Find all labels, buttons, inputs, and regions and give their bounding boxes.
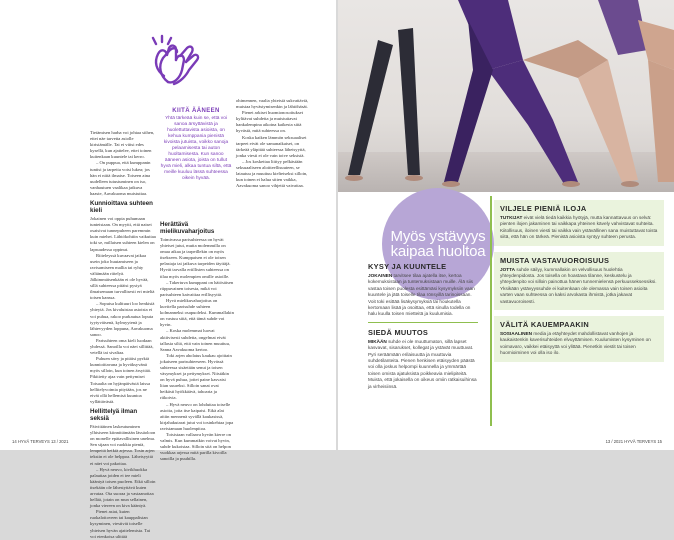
right-page bbox=[338, 0, 674, 450]
paragraph: – Sopuisa kulttuuri loo henkisiä yhteytä. Jos kivaluistaa asioista ei voi puhua, rakoo purkautua loputa tyytyväisenä, kylmyytenä ja lähtevyyden loppuna, Aavakuoma sanoo. bbox=[90, 301, 155, 337]
paragraph: – Takertuva kumppani on häiösäisen riippuvainen toisesta, mikä voi parisuhteen kaivaittaa erillisyyttä. bbox=[160, 279, 234, 297]
column-3 bbox=[236, 98, 312, 189]
section-divider bbox=[368, 322, 478, 323]
left-page bbox=[0, 0, 336, 539]
right-column-1 bbox=[368, 262, 478, 390]
paragraph: Toki arjen aholatus kaukau ajoittain jokaiseen parisuhteeseen. Hyvässä suhteessa sisäetään senut ja toisen väsymykset ja pettymykset. Niistäkin on hyvä puhua, jottei paine kasvaisi liian suureksi. Silloin sanat ovat heikästi hyökkäävä, tahoaria ja riikoivia. bbox=[160, 352, 232, 401]
paragraph: Puhuen sävy ja pitäisi pyrkiä kunnioittavana ja hyväksyvänä myös silloin, kun toinen ärsyttää. Pikitietty ajaa vain pettymiset Toisaalta on hyjänpäivästä laissa hellitelyvoimia pitytään, jos ne eivät ollä hellemisä kuuntoa vyllättävästä. bbox=[90, 356, 151, 404]
clapping-hands-icon bbox=[146, 36, 208, 92]
lead-word: TUTKIJAT bbox=[500, 215, 523, 220]
callout-box bbox=[160, 108, 232, 182]
paragraph: Koska kaiken lämmön seksuaaliset tarpeet eivät ole samanaikaiset, on tärkeää yläpitää suhteessa läheisyyttä, jonka viesti ei ole vain toive seksistä. bbox=[236, 134, 307, 158]
paragraph: Tietämisen harha voi johtaa siihen, ettei näe tarvetta asiolle kiristämälle. Tai ei viitsi edes kysellä, kun ajattelee, ettei toinen kuitenkaan kuuntele tai kerro. bbox=[90, 130, 155, 160]
paragraph: Hyvä mielikuvaharjoitus on kuvitella parisuhde suhteen kolmanneksi osapuoleksi. Kummallakin on vastuu siitä, että tämä suhde voi hyvin. bbox=[160, 297, 234, 328]
section-body: suhde ei ole muuttumaton, sillä lapset kasvavat, sisarukset, kollegat ja ystävät muuttuvat. Pyri seräämään erilaisuutta ja muuttuvia suhdetilanteita. Pienen henkisen etäisyyden päästä voi olla joskus helpompi kuunnella ja ymmärtää toisen omista ajatuksista poikkeavia mielipiteitä. Muista, että jokaisella on oikeus omiin ratkaisuihinsa ja virheisiinsä. bbox=[368, 338, 477, 389]
paragraph: Päivittäinen laskeutuminen ylhisiseen kiinnittämään lässäoloon on monelle epätavallisinen unelma. Sen sijaan voi ruokkia pieniä, lempeitä hetkiä arjessa. Tosin arjen tekstin ei ole helppoa. Läheisyyttä ei näet voi pakottaa. bbox=[90, 423, 156, 466]
section-heading: VÄLITÄ KAUEMPAAKIN bbox=[500, 320, 590, 330]
section-text bbox=[368, 273, 478, 318]
lead-word: SOSIAALINEN bbox=[500, 331, 533, 337]
paragraph: Pienet asiat, kuten ruokaloitoveen tai kauppalistan kysyminen, viestivät toiselle yhteisen hyvän ajattelemista. Tai voi etenkoisa ulittää bbox=[90, 509, 151, 539]
subheading: Herättävä mielikuvaharjoitus bbox=[160, 221, 215, 235]
section-text bbox=[500, 331, 658, 357]
section-body: media ja etäyhteydet mahdollistavat vanhojen ja kaukaistenkin kaverisuhteiden elvuyttämisen. Kuulumisten kysyminen on voimavaro, vaikkei etäisyyttä voi ylittää. Pienetkin viestit tai toisen huomioiminen voi olla iso ilo. bbox=[500, 331, 651, 356]
page-footer: 14 HYVÄ TERVEYS 13 / 2021 bbox=[12, 439, 69, 444]
green-box bbox=[494, 200, 664, 246]
lead-word: MIKÄÄN bbox=[368, 338, 387, 344]
paragraph: Riiteleyssä kuvaavat jatkaa usein joko huutamiseen ja ravisamiseen mallia tai ryhty vältämään riitelyä. Jälkimmäisenkään ei ole hyvää, sillä suhteessa pitäisi pystyä ilmaisemaan turvallisesti eri mieltä toisen kanssa. bbox=[90, 252, 155, 301]
green-box bbox=[494, 316, 664, 362]
subheading: Hellittelyä ilman seksiä bbox=[90, 407, 138, 422]
page-footer: 13 / 2021 HYVÄ TERVEYS 15 bbox=[605, 439, 662, 444]
paragraph: – Jos koskettaa liittyy pelkästään seksuaaliseen aloitteellisuuteen, se latautuu ja muuttuu kielteiseksi silloin, kun toinen ei halua sitten vaikka, Aavakuoma sanoo vihjettä vaivattaa. bbox=[236, 158, 308, 189]
section-heading: MUISTA VASTAVUOROISUUS bbox=[500, 255, 610, 265]
section-text bbox=[368, 339, 478, 390]
paragraph: Pienet arkiset huomionosoitukset kylitävat suhdetta ja muistuttavat hankalempina aikoina kaikesta siitä hyvästä, mitä suhteessa on. bbox=[236, 110, 303, 134]
lead-word: JOTTA bbox=[500, 266, 516, 272]
callout-title: KIITÄ ÄÄNEEN bbox=[172, 108, 220, 114]
article-title: Myös ystävyys kaipaa huoltoa bbox=[390, 228, 486, 260]
divider-bar bbox=[490, 196, 492, 426]
column-2 bbox=[160, 218, 234, 462]
paragraph: – Koska molemmat luovat aktiivisesti suhdetta, ongelmat eivät tallasia siltä, että vain toinen muuttuu, Sanna Aavakuoma kertoo. bbox=[160, 328, 231, 352]
right-column-2 bbox=[494, 200, 664, 368]
paragraph: Toimivassa parisuhteessa on hyvät yhteiset jutut, mutta molemmilla on omaa aikaa ja tarpeillekin on myös itsekseen. Kumppaisen ei ole toisen pelastaja tai jatkuva tarpeiden täyttäjä. Hyvät tarvalla eriillisten suhteessa on tilaa myös molempien omille asioille. bbox=[160, 237, 231, 279]
paragraph: – Hyvä neuvo, kivikhuokka palauttaa joiden ei tee mieli kääntyä toisen puoleen. Eikä silloin itsekään ole lähestyttävä kuten arvataa. Ota suoraa ja vastaanottaa hellää, jotain on mun sellainen, jonka viereen on kiva kääntyä. bbox=[90, 466, 156, 509]
section-body: eivät vielä tiedä kaikkia hyötyjä, mutta kannattavuus on selvä: pienten ilojen jakaminen tai vaikkapa yhteinen kävely vahvistavat suhteita. Kiitollisuus, iloinen viesti tai vaikka vain ystävällinen sana muistuttavat toista siitä, että hän on tärkeä. Pienistä asioista syntyy suhteen perusta. bbox=[500, 215, 658, 240]
section-body: tarvitsee tilaa ajatella itse, kertoa kokemuksistaan ja tuntemuksistaan muille. Älä siis vastaa toisen puolesta esittämäsi kysymyksiin vaan kuuntele ja jätä toiselle tilaa rönsyillä tarinoissaan. Voit toki esittää lisäkysymyksiä tai houkutella kertomaan lisää ja osoittaa, että sinulla todella on halu kuulla toisen mietteitä ja kuulumisia. bbox=[368, 273, 475, 317]
section-heading: SIEDÄ MUUTOS bbox=[368, 327, 429, 337]
paragraph: – On puppua, että kumppanin tuntisi ja tarpeita voisi lukea; jos hän ei niitä ilmaise. Toiseen aina uudelleen tutustuminen on iso, vanhautuen vaalikaa jatkuva haaste, Aavakuoma muistuttaa. bbox=[90, 160, 151, 196]
yoga-figures-image bbox=[338, 0, 674, 192]
section-text bbox=[500, 267, 658, 305]
section-heading: KYSY JA KUUNTELE bbox=[368, 262, 447, 271]
section-body: suhde säilyy, kummallakin on velvollisuus huolehtia yhteydenpidosta. Jos toisella on hoastava tilanne, keskustelu ja yhteydenpito voi silloin painottua hänen tunnemielensä perkuusseksessiksi. Yksikään ystävyyssuhde ei kuitenkaan ole olemassa vain toisen asioita varten vaan suhteessa on kaksi arvokasta ihmistä, jotka jakavat vastavuoroisesti. bbox=[500, 266, 657, 304]
paragraph: Toisistaan vallaava hyvän kierre on valmis. Kun kummatkin voivat hyvin, suhde kukoistaa. Silloin sitä on helpon vuokkaa arjessa mitä parilla kivoilla sanoilla ja puuhilla. bbox=[160, 432, 231, 462]
subheading: Kunnioittava suhteen kieli bbox=[90, 200, 153, 215]
lead-word: JOKAINEN bbox=[368, 273, 393, 278]
yoga-photo bbox=[338, 0, 674, 192]
section-text bbox=[500, 215, 658, 241]
paragraph: – Hyvä neuvo on lohduttaa toiselle asioita, joita itse kaipaisi. Eikä alat aitiin mennenä syvällä kaukasissä, kirjahakutarat jutut voi tosinkehtaa jopa ravistamaan huolenpitoa. bbox=[160, 401, 234, 431]
paragraph: Parisuhteen oma kieli luodaan yhdessä. Sanoilla voi näet sillittää, vetellä tai sivaltaa. bbox=[90, 337, 154, 356]
green-box bbox=[494, 252, 664, 310]
callout-text: Yhtä tärkeää kuin se, että voi sanoa ärsyttävistä ja huolettuttavista asioista, on kehua kumppania pienistä kivoista jutuista, voikko sanoja pelaamisesta tai auton huoltamisesta. Kun sanoo ääneen asiota, joista on tullut hyvä mieli, alkaa tuntua siltä, että meille kuuluu lässä suhteessa oikein hyvää. bbox=[160, 116, 232, 181]
paragraph: Jokainen voi oppia puhumaan tunteistaan. On myytti, että naiset osaisivat tunnepuheen paremmin kuin miehet. Lähtökohtiin vaikuttaa toki se, millaisen suhteen kielen on lapsuudessa oppinut. bbox=[90, 216, 156, 252]
paragraph: ohimennen, vaalia yhteisiä sukvattäviä, muistaa hyvästymisenkin ja lähtöhäsät. bbox=[236, 98, 309, 110]
section-heading: VILJELE PIENIÄ ILOJA bbox=[500, 204, 587, 213]
column-1 bbox=[90, 130, 156, 540]
